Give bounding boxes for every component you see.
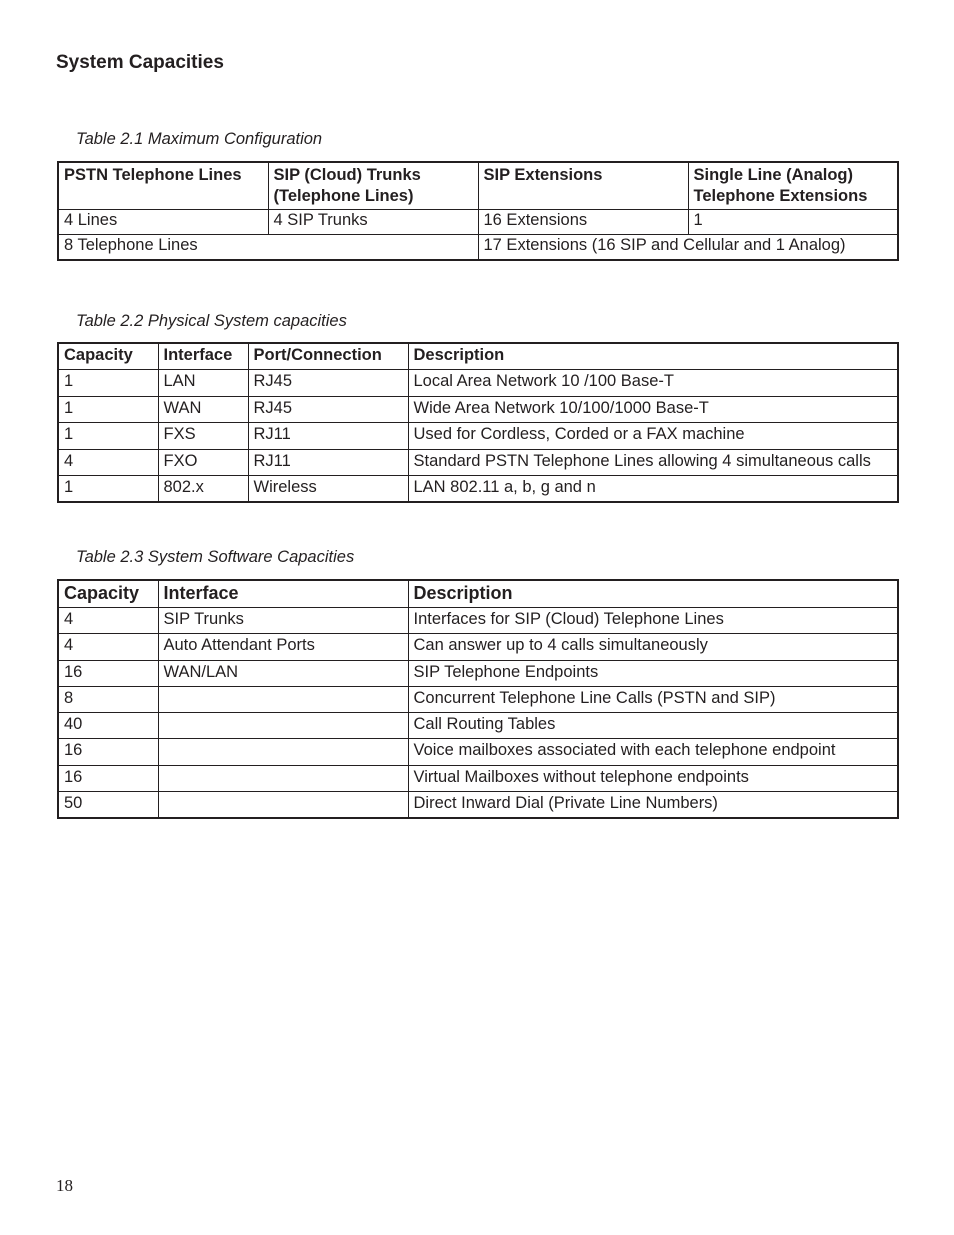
table-row xyxy=(58,449,898,475)
table-row xyxy=(58,792,898,819)
cell: 16 xyxy=(58,739,158,765)
cell: WAN xyxy=(158,396,248,422)
cell: 802.x xyxy=(158,475,248,502)
table-row xyxy=(58,739,898,765)
table-row xyxy=(58,423,898,449)
cell: 16 Extensions xyxy=(478,210,688,235)
table-caption: Table 2.2 Physical System capacities xyxy=(76,312,347,330)
cell: Used for Cordless, Corded or a FAX machine xyxy=(408,423,898,449)
table-header-row xyxy=(58,343,898,370)
cell xyxy=(158,739,408,765)
header-cell: Interface xyxy=(158,580,408,608)
cell: Wireless xyxy=(248,475,408,502)
cell: Can answer up to 4 calls simultaneously xyxy=(408,634,898,660)
cell: 4 xyxy=(58,608,158,634)
table-row xyxy=(58,634,898,660)
cell: 4 Lines xyxy=(58,210,268,235)
cell: 16 xyxy=(58,660,158,686)
cell: 8 Telephone Lines xyxy=(58,235,478,261)
cell xyxy=(158,713,408,739)
table-row xyxy=(58,235,898,261)
cell: 1 xyxy=(688,210,898,235)
header-cell: SIP (Cloud) Trunks (Telephone Lines) xyxy=(268,162,478,210)
cell: FXO xyxy=(158,449,248,475)
table-row xyxy=(58,765,898,791)
cell: 8 xyxy=(58,686,158,712)
cell xyxy=(158,792,408,819)
header-cell: Interface xyxy=(158,343,248,370)
cell: Call Routing Tables xyxy=(408,713,898,739)
cell xyxy=(158,686,408,712)
table-row xyxy=(58,660,898,686)
cell: Voice mailboxes associated with each telephone endpoint xyxy=(408,739,898,765)
table-header-row xyxy=(58,580,898,608)
cell: SIP Trunks xyxy=(158,608,408,634)
page-number: 18 xyxy=(56,1176,73,1195)
cell: SIP Telephone Endpoints xyxy=(408,660,898,686)
cell: Auto Attendant Ports xyxy=(158,634,408,660)
cell: Virtual Mailboxes without telephone endpoints xyxy=(408,765,898,791)
table-row xyxy=(58,396,898,422)
cell: 1 xyxy=(58,370,158,396)
table-row xyxy=(58,370,898,396)
table-caption: Table 2.1 Maximum Configuration xyxy=(76,130,323,148)
cell: 4 xyxy=(58,449,158,475)
cell: 1 xyxy=(58,475,158,502)
cell: Local Area Network 10 /100 Base-T xyxy=(408,370,898,396)
cell: WAN/LAN xyxy=(158,660,408,686)
table-row xyxy=(58,686,898,712)
software-capacities-table xyxy=(57,579,899,819)
cell: 50 xyxy=(58,792,158,819)
table-row xyxy=(58,608,898,634)
cell: RJ11 xyxy=(248,449,408,475)
max-configuration-table xyxy=(57,161,899,261)
header-cell: Description xyxy=(408,343,898,370)
table-row xyxy=(58,475,898,502)
table-caption: Table 2.3 System Software Capacities xyxy=(76,548,355,566)
header-cell: SIP Extensions xyxy=(478,162,688,210)
table-header-row xyxy=(58,162,898,210)
page-title: System Capacities xyxy=(56,52,224,73)
table-row xyxy=(58,713,898,739)
cell: 17 Extensions (16 SIP and Cellular and 1 Analog) xyxy=(478,235,898,261)
cell: 4 xyxy=(58,634,158,660)
cell: Interfaces for SIP (Cloud) Telephone Lines xyxy=(408,608,898,634)
cell: Concurrent Telephone Line Calls (PSTN and SIP) xyxy=(408,686,898,712)
cell: 4 SIP Trunks xyxy=(268,210,478,235)
table-row xyxy=(58,210,898,235)
cell: LAN xyxy=(158,370,248,396)
cell: 1 xyxy=(58,396,158,422)
cell: Standard PSTN Telephone Lines allowing 4 simultaneous calls xyxy=(408,449,898,475)
cell: LAN 802.11 a, b, g and n xyxy=(408,475,898,502)
cell: Wide Area Network 10/100/1000 Base-T xyxy=(408,396,898,422)
cell xyxy=(158,765,408,791)
header-cell: Capacity xyxy=(58,580,158,608)
header-cell: Port/Connection xyxy=(248,343,408,370)
cell: 16 xyxy=(58,765,158,791)
physical-capacities-table xyxy=(57,342,899,503)
cell: 40 xyxy=(58,713,158,739)
cell: FXS xyxy=(158,423,248,449)
header-cell: Single Line (Analog) Telephone Extensions xyxy=(688,162,898,210)
cell: RJ45 xyxy=(248,396,408,422)
cell: Direct Inward Dial (Private Line Numbers) xyxy=(408,792,898,819)
cell: RJ45 xyxy=(248,370,408,396)
cell: RJ11 xyxy=(248,423,408,449)
header-cell: Description xyxy=(408,580,898,608)
header-cell: PSTN Telephone Lines xyxy=(58,162,268,210)
header-cell: Capacity xyxy=(58,343,158,370)
cell: 1 xyxy=(58,423,158,449)
